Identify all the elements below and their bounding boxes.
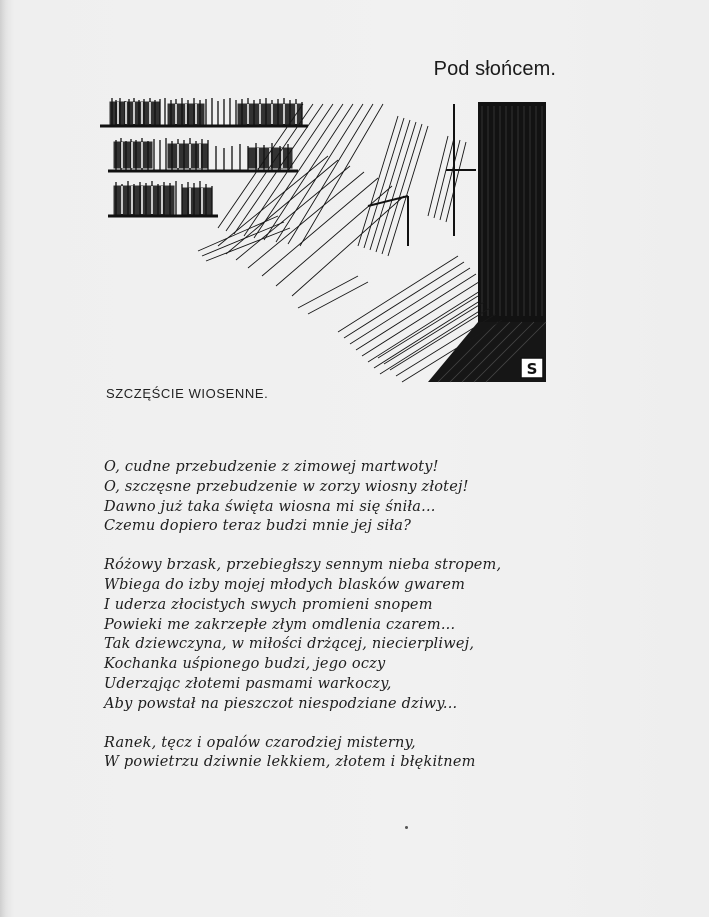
stanza-3 (104, 734, 624, 774)
poem-body (104, 458, 624, 792)
poem-line: Powieki me zakrzepłe złym omdlenia czarem... (104, 616, 456, 633)
poem-line: Uderzając złotemi pasmami warkoczy, (104, 675, 392, 692)
monogram: S (526, 360, 538, 378)
stanza-2 (104, 556, 624, 714)
poem-line: O, cudne przebudzenie z zimowej martwoty! (104, 459, 439, 475)
poem-line: Czemu dopiero teraz budzi mnie jej siła? (104, 518, 412, 535)
poem-line: Dawno już taka święta wiosna mi się śniła... (104, 498, 436, 515)
poem-line: Tak dziewczyna, w miłości drżącej, niecierpliwej, (104, 636, 475, 653)
poem-line: O, szczęsne przebudzenie w zorzy wiosny złotej! (104, 478, 469, 495)
paper-speck (405, 826, 408, 829)
stanza-1 (104, 458, 624, 537)
poem-line: Kochanka uśpionego budzi, jego oczy (104, 656, 386, 673)
poem-line: Ranek, tęcz i opalów czarodziej misterny, (104, 734, 416, 751)
poem-line: W powietrzu dziwnie lekkiem, złotem i błękitnem (104, 754, 476, 771)
poem-line: Wbiega do izby mojej młodych blasków gwarem (104, 576, 466, 593)
poem-line: Różowy brzask, przebiegłszy sennym nieba stropem, (104, 557, 502, 574)
running-header: Pod słońcem. (433, 58, 556, 80)
poem-title: SZCZĘŚCIE WIOSENNE. (106, 386, 269, 401)
bookshelf-sunbeam-illustration (98, 96, 554, 386)
poem-line: I uderza złocistych swych promieni snopem (104, 596, 433, 613)
poem-line: Aby powstał na pieszczot niespodziane dziwy... (104, 695, 458, 712)
